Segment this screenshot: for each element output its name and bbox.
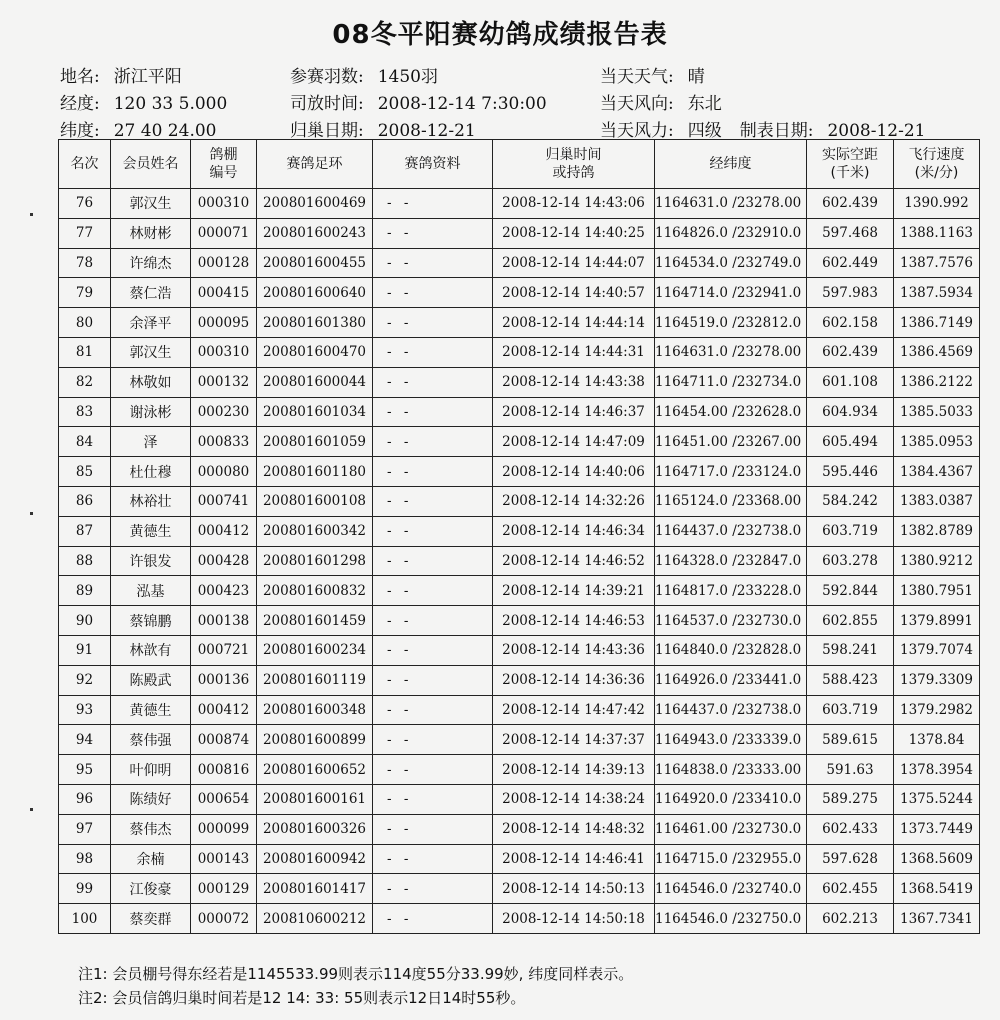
cell-coordinates: 1164328.0 /232847.0 bbox=[655, 546, 807, 576]
cell-rank: 85 bbox=[59, 457, 111, 487]
release-info bbox=[290, 89, 547, 114]
cell-arrival-time: 2008-12-14 14:46:53 bbox=[493, 606, 655, 636]
cell-distance: 584.242 bbox=[807, 486, 894, 516]
cell-member-name: 许绵杰 bbox=[111, 248, 191, 278]
cell-rank: 83 bbox=[59, 397, 111, 427]
table-row bbox=[59, 755, 980, 785]
cell-rank: 76 bbox=[59, 189, 111, 219]
cell-loft-number: 000423 bbox=[191, 576, 257, 606]
wind-direction-value: 东北 bbox=[687, 94, 722, 114]
cell-member-name: 蔡伟杰 bbox=[111, 814, 191, 844]
table-row bbox=[59, 814, 980, 844]
cell-pigeon-info: - - bbox=[373, 308, 493, 338]
cell-pigeon-info: - - bbox=[373, 218, 493, 248]
table-row bbox=[59, 516, 980, 546]
cell-ring-number: 200801600044 bbox=[257, 367, 373, 397]
cell-coordinates: 1164519.0 /232812.0 bbox=[655, 308, 807, 338]
cell-pigeon-info: - - bbox=[373, 367, 493, 397]
cell-arrival-time: 2008-12-14 14:43:06 bbox=[493, 189, 655, 219]
weather-info bbox=[600, 62, 705, 87]
cell-distance: 605.494 bbox=[807, 427, 894, 457]
cell-pigeon-info: - - bbox=[373, 427, 493, 457]
table-row bbox=[59, 218, 980, 248]
cell-coordinates: 116454.00 /232628.0 bbox=[655, 397, 807, 427]
header-ring-number: 赛鸽足环 bbox=[257, 140, 373, 189]
cell-loft-number: 000128 bbox=[191, 248, 257, 278]
cell-pigeon-info: - - bbox=[373, 665, 493, 695]
cell-arrival-time: 2008-12-14 14:43:38 bbox=[493, 367, 655, 397]
table-row bbox=[59, 844, 980, 874]
cell-rank: 96 bbox=[59, 784, 111, 814]
cell-arrival-time: 2008-12-14 14:46:37 bbox=[493, 397, 655, 427]
cell-speed: 1386.2122 bbox=[894, 367, 980, 397]
cell-coordinates: 116451.00 /23267.00 bbox=[655, 427, 807, 457]
cell-coordinates: 1164546.0 /232750.0 bbox=[655, 904, 807, 934]
cell-arrival-time: 2008-12-14 14:46:52 bbox=[493, 546, 655, 576]
cell-pigeon-info: - - bbox=[373, 725, 493, 755]
cell-speed: 1383.0387 bbox=[894, 486, 980, 516]
cell-speed: 1388.1163 bbox=[894, 218, 980, 248]
weather-label: 当天天气: bbox=[600, 67, 674, 87]
cell-distance: 589.615 bbox=[807, 725, 894, 755]
wind-force-value: 四级 bbox=[687, 121, 722, 141]
cell-ring-number: 200801600243 bbox=[257, 218, 373, 248]
cell-distance: 602.449 bbox=[807, 248, 894, 278]
cell-pigeon-info: - - bbox=[373, 844, 493, 874]
cell-pigeon-info: - - bbox=[373, 576, 493, 606]
cell-pigeon-info: - - bbox=[373, 457, 493, 487]
cell-distance: 604.934 bbox=[807, 397, 894, 427]
cell-member-name: 郭汉生 bbox=[111, 189, 191, 219]
table-row bbox=[59, 576, 980, 606]
cell-distance: 602.158 bbox=[807, 308, 894, 338]
cell-ring-number: 200801600652 bbox=[257, 755, 373, 785]
cell-loft-number: 000833 bbox=[191, 427, 257, 457]
cell-coordinates: 116461.00 /232730.0 bbox=[655, 814, 807, 844]
wind-force-label: 当天风力: bbox=[600, 121, 674, 141]
scan-mark bbox=[30, 808, 33, 811]
cell-speed: 1385.0953 bbox=[894, 427, 980, 457]
cell-loft-number: 000654 bbox=[191, 784, 257, 814]
cell-arrival-time: 2008-12-14 14:44:14 bbox=[493, 308, 655, 338]
cell-member-name: 许银发 bbox=[111, 546, 191, 576]
cell-member-name: 蔡奕群 bbox=[111, 904, 191, 934]
table-row bbox=[59, 874, 980, 904]
cell-arrival-time: 2008-12-14 14:50:13 bbox=[493, 874, 655, 904]
cell-coordinates: 1164840.0 /232828.0 bbox=[655, 635, 807, 665]
cell-coordinates: 1164546.0 /232740.0 bbox=[655, 874, 807, 904]
cell-member-name: 谢泳彬 bbox=[111, 397, 191, 427]
header-rank: 名次 bbox=[59, 140, 111, 189]
entries-value: 1450羽 bbox=[377, 67, 438, 87]
cell-speed: 1379.8991 bbox=[894, 606, 980, 636]
cell-distance: 602.213 bbox=[807, 904, 894, 934]
cell-pigeon-info: - - bbox=[373, 248, 493, 278]
table-row bbox=[59, 278, 980, 308]
scan-mark bbox=[30, 512, 33, 515]
cell-distance: 601.108 bbox=[807, 367, 894, 397]
wind-direction-label: 当天风向: bbox=[600, 94, 674, 114]
cell-pigeon-info: - - bbox=[373, 874, 493, 904]
header-coordinates: 经纬度 bbox=[655, 140, 807, 189]
table-row bbox=[59, 308, 980, 338]
cell-arrival-time: 2008-12-14 14:48:32 bbox=[493, 814, 655, 844]
wind-force-info bbox=[600, 116, 925, 141]
cell-pigeon-info: - - bbox=[373, 784, 493, 814]
longitude-label: 经度: bbox=[60, 94, 100, 114]
made-date-value: 2008-12-21 bbox=[827, 121, 926, 141]
cell-ring-number: 200810600212 bbox=[257, 904, 373, 934]
cell-member-name: 泽 bbox=[111, 427, 191, 457]
cell-loft-number: 000143 bbox=[191, 844, 257, 874]
cell-distance: 592.844 bbox=[807, 576, 894, 606]
table-header-row bbox=[59, 140, 980, 189]
cell-loft-number: 000816 bbox=[191, 755, 257, 785]
cell-coordinates: 1164437.0 /232738.0 bbox=[655, 695, 807, 725]
scan-mark bbox=[30, 213, 33, 216]
cell-speed: 1380.9212 bbox=[894, 546, 980, 576]
header-pigeon-info: 赛鸽资料 bbox=[373, 140, 493, 189]
cell-ring-number: 200801600161 bbox=[257, 784, 373, 814]
cell-arrival-time: 2008-12-14 14:47:09 bbox=[493, 427, 655, 457]
cell-coordinates: 1164920.0 /233410.0 bbox=[655, 784, 807, 814]
table-row bbox=[59, 635, 980, 665]
header-loft-number: 鸽棚 编号 bbox=[191, 140, 257, 189]
cell-ring-number: 200801601034 bbox=[257, 397, 373, 427]
cell-speed: 1367.7341 bbox=[894, 904, 980, 934]
cell-loft-number: 000230 bbox=[191, 397, 257, 427]
cell-rank: 88 bbox=[59, 546, 111, 576]
table-row bbox=[59, 784, 980, 814]
cell-loft-number: 000412 bbox=[191, 695, 257, 725]
cell-ring-number: 200801600108 bbox=[257, 486, 373, 516]
cell-coordinates: 1164534.0 /232749.0 bbox=[655, 248, 807, 278]
cell-member-name: 黄德生 bbox=[111, 695, 191, 725]
cell-ring-number: 200801601119 bbox=[257, 665, 373, 695]
cell-arrival-time: 2008-12-14 14:50:18 bbox=[493, 904, 655, 934]
cell-pigeon-info: - - bbox=[373, 189, 493, 219]
cell-speed: 1390.992 bbox=[894, 189, 980, 219]
cell-arrival-time: 2008-12-14 14:39:21 bbox=[493, 576, 655, 606]
cell-ring-number: 200801600832 bbox=[257, 576, 373, 606]
header-speed: 飞行速度 (米/分) bbox=[894, 140, 980, 189]
cell-pigeon-info: - - bbox=[373, 516, 493, 546]
cell-speed: 1387.7576 bbox=[894, 248, 980, 278]
cell-arrival-time: 2008-12-14 14:43:36 bbox=[493, 635, 655, 665]
release-label: 司放时间: bbox=[290, 94, 364, 114]
cell-loft-number: 000310 bbox=[191, 189, 257, 219]
cell-member-name: 陈绩好 bbox=[111, 784, 191, 814]
cell-rank: 87 bbox=[59, 516, 111, 546]
cell-pigeon-info: - - bbox=[373, 814, 493, 844]
location-value: 浙江平阳 bbox=[113, 67, 182, 87]
table-row bbox=[59, 904, 980, 934]
table-row bbox=[59, 486, 980, 516]
cell-loft-number: 000310 bbox=[191, 337, 257, 367]
cell-ring-number: 200801600342 bbox=[257, 516, 373, 546]
cell-member-name: 郭汉生 bbox=[111, 337, 191, 367]
cell-member-name: 黄德生 bbox=[111, 516, 191, 546]
cell-speed: 1379.7074 bbox=[894, 635, 980, 665]
footnote-1: 注1: 会员棚号得东经若是1145533.99则表示114度55分33.99妙, 纬度同样表示。 bbox=[78, 965, 634, 983]
cell-pigeon-info: - - bbox=[373, 397, 493, 427]
cell-ring-number: 200801601180 bbox=[257, 457, 373, 487]
made-date-label: 制表日期: bbox=[739, 121, 814, 141]
cell-distance: 598.241 bbox=[807, 635, 894, 665]
cell-distance: 602.433 bbox=[807, 814, 894, 844]
cell-pigeon-info: - - bbox=[373, 635, 493, 665]
table-row bbox=[59, 725, 980, 755]
cell-ring-number: 200801600326 bbox=[257, 814, 373, 844]
cell-member-name: 杜仕穆 bbox=[111, 457, 191, 487]
cell-distance: 602.439 bbox=[807, 189, 894, 219]
cell-pigeon-info: - - bbox=[373, 904, 493, 934]
cell-member-name: 余泽平 bbox=[111, 308, 191, 338]
cell-ring-number: 200801600942 bbox=[257, 844, 373, 874]
cell-ring-number: 200801600234 bbox=[257, 635, 373, 665]
return-label: 归巢日期: bbox=[290, 121, 364, 141]
cell-loft-number: 000138 bbox=[191, 606, 257, 636]
cell-member-name: 陈殿武 bbox=[111, 665, 191, 695]
cell-member-name: 江俊豪 bbox=[111, 874, 191, 904]
cell-ring-number: 200801600470 bbox=[257, 337, 373, 367]
cell-pigeon-info: - - bbox=[373, 695, 493, 725]
cell-rank: 78 bbox=[59, 248, 111, 278]
cell-loft-number: 000415 bbox=[191, 278, 257, 308]
cell-pigeon-info: - - bbox=[373, 278, 493, 308]
latitude-label: 纬度: bbox=[60, 121, 100, 141]
cell-speed: 1387.5934 bbox=[894, 278, 980, 308]
cell-member-name: 林歆有 bbox=[111, 635, 191, 665]
header-distance: 实际空距 (千米) bbox=[807, 140, 894, 189]
cell-coordinates: 1164537.0 /232730.0 bbox=[655, 606, 807, 636]
cell-distance: 602.439 bbox=[807, 337, 894, 367]
cell-ring-number: 200801601459 bbox=[257, 606, 373, 636]
cell-member-name: 蔡仁浩 bbox=[111, 278, 191, 308]
cell-ring-number: 200801600469 bbox=[257, 189, 373, 219]
cell-loft-number: 000721 bbox=[191, 635, 257, 665]
cell-arrival-time: 2008-12-14 14:37:37 bbox=[493, 725, 655, 755]
wind-direction-info bbox=[600, 89, 722, 114]
table-row bbox=[59, 665, 980, 695]
cell-speed: 1368.5419 bbox=[894, 874, 980, 904]
cell-coordinates: 1164838.0 /23333.00 bbox=[655, 755, 807, 785]
cell-ring-number: 200801600640 bbox=[257, 278, 373, 308]
cell-rank: 80 bbox=[59, 308, 111, 338]
latitude-value: 27 40 24.00 bbox=[113, 121, 217, 141]
table-body bbox=[59, 189, 980, 934]
cell-speed: 1378.84 bbox=[894, 725, 980, 755]
cell-rank: 91 bbox=[59, 635, 111, 665]
cell-rank: 98 bbox=[59, 844, 111, 874]
table-row bbox=[59, 397, 980, 427]
table-row bbox=[59, 189, 980, 219]
cell-coordinates: 1165124.0 /23368.00 bbox=[655, 486, 807, 516]
cell-speed: 1379.2982 bbox=[894, 695, 980, 725]
cell-speed: 1384.4367 bbox=[894, 457, 980, 487]
cell-rank: 82 bbox=[59, 367, 111, 397]
cell-arrival-time: 2008-12-14 14:36:36 bbox=[493, 665, 655, 695]
longitude-info bbox=[60, 89, 227, 114]
cell-rank: 89 bbox=[59, 576, 111, 606]
cell-arrival-time: 2008-12-14 14:40:25 bbox=[493, 218, 655, 248]
cell-coordinates: 1164631.0 /23278.00 bbox=[655, 189, 807, 219]
cell-loft-number: 000072 bbox=[191, 904, 257, 934]
cell-coordinates: 1164715.0 /232955.0 bbox=[655, 844, 807, 874]
report-title: 08冬平阳赛幼鸽成绩报告表 bbox=[332, 20, 668, 50]
cell-speed: 1378.3954 bbox=[894, 755, 980, 785]
cell-member-name: 林敬如 bbox=[111, 367, 191, 397]
cell-distance: 589.275 bbox=[807, 784, 894, 814]
cell-arrival-time: 2008-12-14 14:44:31 bbox=[493, 337, 655, 367]
cell-speed: 1386.7149 bbox=[894, 308, 980, 338]
cell-rank: 97 bbox=[59, 814, 111, 844]
cell-loft-number: 000080 bbox=[191, 457, 257, 487]
cell-rank: 77 bbox=[59, 218, 111, 248]
entries-label: 参赛羽数: bbox=[290, 67, 364, 87]
cell-loft-number: 000136 bbox=[191, 665, 257, 695]
cell-arrival-time: 2008-12-14 14:32:26 bbox=[493, 486, 655, 516]
cell-member-name: 蔡锦鹏 bbox=[111, 606, 191, 636]
cell-arrival-time: 2008-12-14 14:44:07 bbox=[493, 248, 655, 278]
header-member-name: 会员姓名 bbox=[111, 140, 191, 189]
cell-rank: 86 bbox=[59, 486, 111, 516]
cell-member-name: 蔡伟强 bbox=[111, 725, 191, 755]
footnotes bbox=[78, 962, 633, 1010]
table-row bbox=[59, 367, 980, 397]
cell-speed: 1382.8789 bbox=[894, 516, 980, 546]
cell-ring-number: 200801600455 bbox=[257, 248, 373, 278]
cell-rank: 95 bbox=[59, 755, 111, 785]
cell-rank: 81 bbox=[59, 337, 111, 367]
cell-member-name: 余楠 bbox=[111, 844, 191, 874]
cell-speed: 1379.3309 bbox=[894, 665, 980, 695]
cell-ring-number: 200801601298 bbox=[257, 546, 373, 576]
return-value: 2008-12-21 bbox=[377, 121, 476, 141]
cell-loft-number: 000428 bbox=[191, 546, 257, 576]
cell-rank: 93 bbox=[59, 695, 111, 725]
cell-rank: 100 bbox=[59, 904, 111, 934]
cell-loft-number: 000099 bbox=[191, 814, 257, 844]
cell-coordinates: 1164926.0 /233441.0 bbox=[655, 665, 807, 695]
cell-coordinates: 1164711.0 /232734.0 bbox=[655, 367, 807, 397]
cell-arrival-time: 2008-12-14 14:40:06 bbox=[493, 457, 655, 487]
cell-ring-number: 200801601059 bbox=[257, 427, 373, 457]
cell-rank: 92 bbox=[59, 665, 111, 695]
cell-coordinates: 1164631.0 /23278.00 bbox=[655, 337, 807, 367]
longitude-value: 120 33 5.000 bbox=[113, 94, 228, 114]
cell-loft-number: 000132 bbox=[191, 367, 257, 397]
latitude-info bbox=[60, 116, 216, 141]
cell-ring-number: 200801600348 bbox=[257, 695, 373, 725]
cell-speed: 1368.5609 bbox=[894, 844, 980, 874]
cell-distance: 597.983 bbox=[807, 278, 894, 308]
cell-ring-number: 200801600899 bbox=[257, 725, 373, 755]
cell-speed: 1385.5033 bbox=[894, 397, 980, 427]
cell-distance: 595.446 bbox=[807, 457, 894, 487]
entries-info bbox=[290, 62, 438, 87]
table-row bbox=[59, 427, 980, 457]
weather-value: 晴 bbox=[687, 67, 705, 87]
cell-rank: 84 bbox=[59, 427, 111, 457]
cell-pigeon-info: - - bbox=[373, 755, 493, 785]
footnote-2: 注2: 会员信鸽归巢时间若是12 14: 33: 55则表示12日14时55秒。 bbox=[78, 989, 526, 1007]
cell-distance: 603.719 bbox=[807, 695, 894, 725]
cell-distance: 603.278 bbox=[807, 546, 894, 576]
cell-loft-number: 000741 bbox=[191, 486, 257, 516]
cell-rank: 79 bbox=[59, 278, 111, 308]
table-row bbox=[59, 337, 980, 367]
release-value: 2008-12-14 7:30:00 bbox=[377, 94, 547, 114]
cell-distance: 591.63 bbox=[807, 755, 894, 785]
cell-distance: 603.719 bbox=[807, 516, 894, 546]
cell-pigeon-info: - - bbox=[373, 606, 493, 636]
cell-speed: 1386.4569 bbox=[894, 337, 980, 367]
cell-member-name: 林裕壮 bbox=[111, 486, 191, 516]
cell-distance: 602.455 bbox=[807, 874, 894, 904]
cell-coordinates: 1164437.0 /232738.0 bbox=[655, 516, 807, 546]
cell-loft-number: 000412 bbox=[191, 516, 257, 546]
cell-member-name: 叶仰明 bbox=[111, 755, 191, 785]
table-row bbox=[59, 546, 980, 576]
cell-rank: 94 bbox=[59, 725, 111, 755]
cell-member-name: 林财彬 bbox=[111, 218, 191, 248]
cell-loft-number: 000071 bbox=[191, 218, 257, 248]
cell-distance: 588.423 bbox=[807, 665, 894, 695]
cell-rank: 99 bbox=[59, 874, 111, 904]
cell-ring-number: 200801601380 bbox=[257, 308, 373, 338]
cell-arrival-time: 2008-12-14 14:38:24 bbox=[493, 784, 655, 814]
cell-distance: 602.855 bbox=[807, 606, 894, 636]
cell-coordinates: 1164943.0 /233339.0 bbox=[655, 725, 807, 755]
cell-distance: 597.468 bbox=[807, 218, 894, 248]
cell-arrival-time: 2008-12-14 14:47:42 bbox=[493, 695, 655, 725]
results-table bbox=[58, 139, 980, 934]
cell-loft-number: 000129 bbox=[191, 874, 257, 904]
cell-coordinates: 1164717.0 /233124.0 bbox=[655, 457, 807, 487]
cell-arrival-time: 2008-12-14 14:46:41 bbox=[493, 844, 655, 874]
cell-speed: 1380.7951 bbox=[894, 576, 980, 606]
cell-coordinates: 1164817.0 /233228.0 bbox=[655, 576, 807, 606]
cell-coordinates: 1164714.0 /232941.0 bbox=[655, 278, 807, 308]
cell-coordinates: 1164826.0 /232910.0 bbox=[655, 218, 807, 248]
location-info bbox=[60, 62, 182, 87]
table-row bbox=[59, 695, 980, 725]
cell-speed: 1373.7449 bbox=[894, 814, 980, 844]
table-row bbox=[59, 457, 980, 487]
cell-loft-number: 000874 bbox=[191, 725, 257, 755]
cell-ring-number: 200801601417 bbox=[257, 874, 373, 904]
cell-loft-number: 000095 bbox=[191, 308, 257, 338]
table-row bbox=[59, 248, 980, 278]
cell-pigeon-info: - - bbox=[373, 337, 493, 367]
cell-member-name: 泓基 bbox=[111, 576, 191, 606]
cell-arrival-time: 2008-12-14 14:46:34 bbox=[493, 516, 655, 546]
cell-distance: 597.628 bbox=[807, 844, 894, 874]
return-info bbox=[290, 116, 476, 141]
cell-pigeon-info: - - bbox=[373, 546, 493, 576]
cell-pigeon-info: - - bbox=[373, 486, 493, 516]
header-arrival-time: 归巢时间 或持鸽 bbox=[493, 140, 655, 189]
table-row bbox=[59, 606, 980, 636]
cell-arrival-time: 2008-12-14 14:39:13 bbox=[493, 755, 655, 785]
cell-arrival-time: 2008-12-14 14:40:57 bbox=[493, 278, 655, 308]
location-label: 地名: bbox=[60, 67, 100, 87]
cell-speed: 1375.5244 bbox=[894, 784, 980, 814]
cell-rank: 90 bbox=[59, 606, 111, 636]
